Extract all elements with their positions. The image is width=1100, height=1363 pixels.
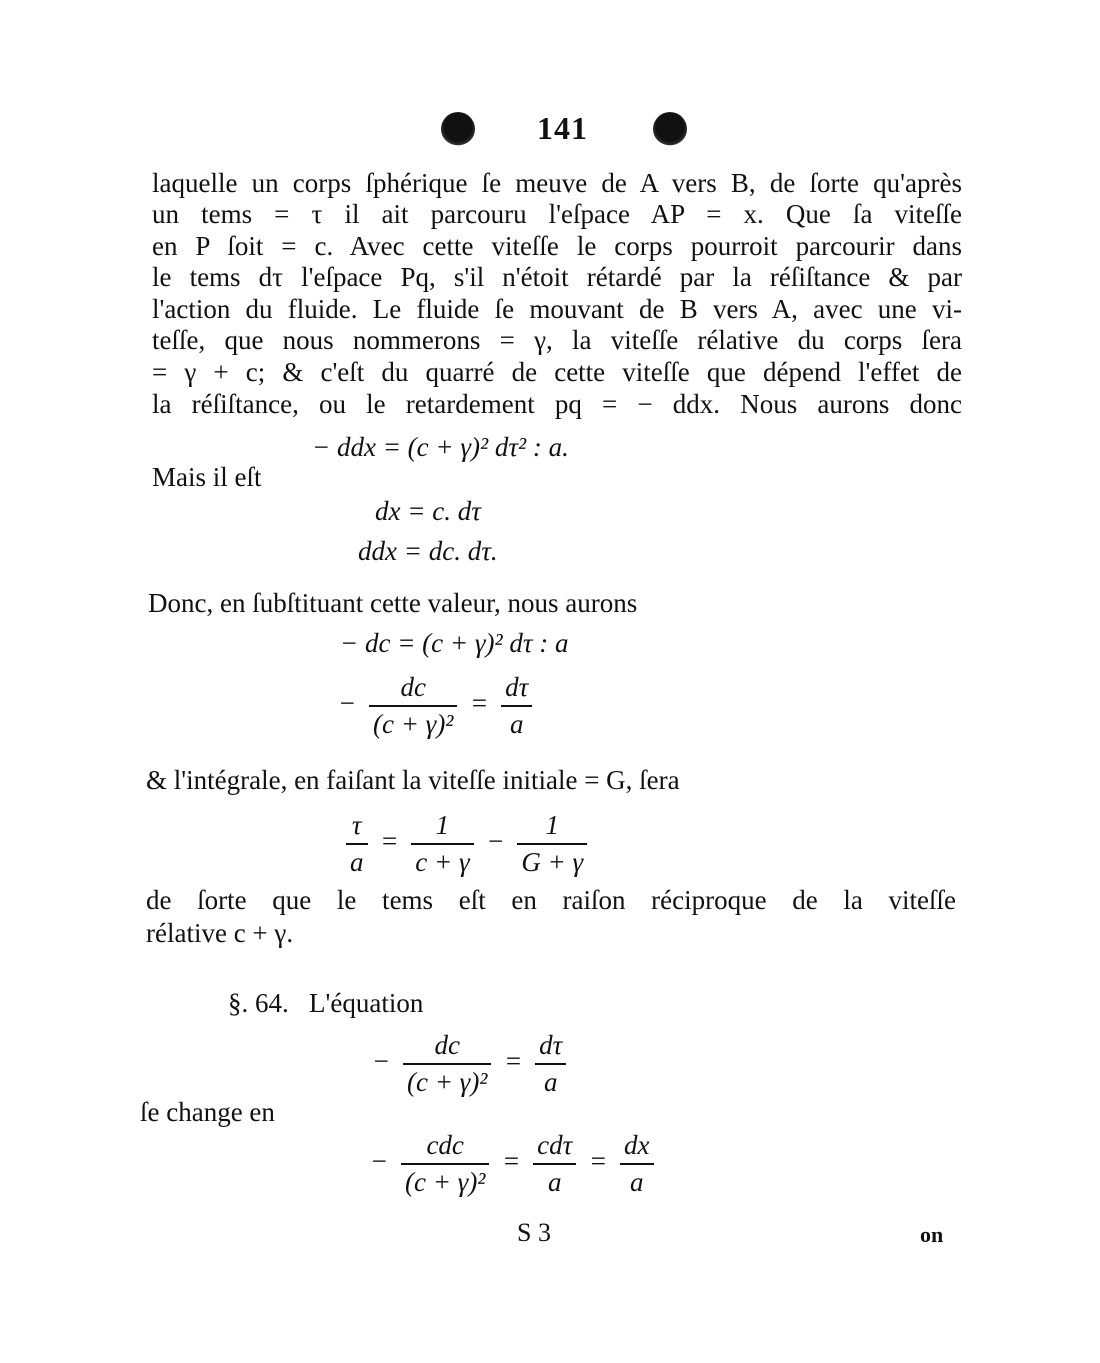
- equation-5: [338, 672, 538, 740]
- numerator: τ: [346, 810, 368, 845]
- numerator: cdτ: [533, 1130, 576, 1165]
- numerator: dτ: [535, 1030, 566, 1065]
- fraction: [620, 1130, 653, 1198]
- text-donc: Donc, en ſubſtituant cette valeur, nous aurons: [148, 588, 638, 618]
- fraction: [403, 1030, 491, 1098]
- text-line: rélative c + γ.: [146, 918, 294, 948]
- text-line: la réſiſtance, ou le retardement pq = − ddx. Nous aurons donc: [152, 389, 962, 419]
- fraction: [535, 1030, 566, 1098]
- section-mark: §. 64.: [228, 988, 289, 1018]
- text-line: un tems = τ il ait parcouru l'eſpace AP = x. Que ſa viteſſe: [152, 199, 962, 229]
- fraction: [533, 1130, 576, 1198]
- numerator: dc: [403, 1030, 491, 1065]
- minus-sign: −: [338, 688, 357, 719]
- text-line: teſſe, que nous nommerons = γ, la viteſſe rélative du corps ſera: [152, 325, 962, 355]
- minus-sign: −: [372, 1046, 391, 1077]
- text-line: en P ſoit = c. Avec cette viteſſe le corps pourroit parcourir dans: [152, 231, 962, 261]
- fleuron-ornament-icon: [653, 112, 687, 146]
- numerator: 1: [411, 810, 473, 845]
- denominator: a: [509, 709, 524, 739]
- fraction: [517, 810, 587, 878]
- denominator: a: [350, 847, 364, 877]
- numerator: dx: [620, 1130, 653, 1165]
- text-line: de ſorte que le tems eſt en raiſon réciproque de la viteſſe: [146, 885, 956, 915]
- equation-2: dx = c. dτ: [375, 496, 481, 526]
- equation-3: ddx = dc. dτ.: [358, 536, 498, 566]
- equation-8: [370, 1130, 660, 1198]
- denominator: a: [630, 1167, 644, 1197]
- equals-sign: =: [470, 688, 489, 719]
- section-heading: [228, 988, 423, 1019]
- numerator: dc: [369, 672, 457, 707]
- signature-mark: S 3: [517, 1218, 551, 1247]
- text-line: = γ + c; & c'eſt du quarré de cette viteſſe que dépend l'effet de: [152, 357, 962, 387]
- denominator: (c + γ)²: [372, 709, 454, 739]
- text-line: le tems dτ l'eſpace Pq, s'il n'étoit rétardé par la réſiſtance & par: [152, 262, 962, 292]
- fraction: [501, 672, 532, 740]
- denominator: a: [547, 1167, 562, 1197]
- page-number: 141: [537, 110, 588, 146]
- equation-1: − ddx = (c + γ)² dτ² : a.: [312, 432, 569, 462]
- denominator: a: [543, 1067, 558, 1097]
- text-line: laquelle un corps ſphérique ſe meuve de A vers B, de ſorte qu'après: [152, 168, 962, 198]
- denominator: G + γ: [521, 847, 584, 877]
- numerator: dτ: [501, 672, 532, 707]
- fleuron-ornament-icon: [441, 112, 475, 146]
- text-integrale: & l'intégrale, en faiſant la viteſſe initiale = G, ſera: [146, 765, 680, 795]
- numerator: cdc: [401, 1130, 489, 1165]
- minus-sign: −: [486, 826, 505, 857]
- text-se-change-en: ſe change en: [140, 1097, 275, 1127]
- equation-6: [340, 810, 593, 878]
- page-header: [0, 108, 1100, 154]
- denominator: c + γ: [415, 847, 470, 877]
- equals-sign: =: [589, 1146, 608, 1177]
- numerator: 1: [517, 810, 587, 845]
- fraction: [401, 1130, 489, 1198]
- catchword: on: [920, 1222, 944, 1247]
- fraction: [369, 672, 457, 740]
- denominator: (c + γ)²: [406, 1067, 488, 1097]
- text-line: l'action du fluide. Le fluide ſe mouvant de B vers A, avec une vi-: [152, 294, 962, 324]
- text-mais-il-est: Mais il eſt: [152, 462, 262, 492]
- equals-sign: =: [380, 826, 399, 857]
- section-title: L'équation: [309, 988, 424, 1018]
- equation-4: − dc = (c + γ)² dτ : a: [340, 628, 569, 658]
- minus-sign: −: [370, 1146, 389, 1177]
- fraction: [411, 810, 473, 878]
- fraction: [346, 810, 368, 878]
- denominator: (c + γ)²: [404, 1167, 486, 1197]
- equation-7: [372, 1030, 572, 1098]
- equals-sign: =: [502, 1146, 521, 1177]
- equals-sign: =: [504, 1046, 523, 1077]
